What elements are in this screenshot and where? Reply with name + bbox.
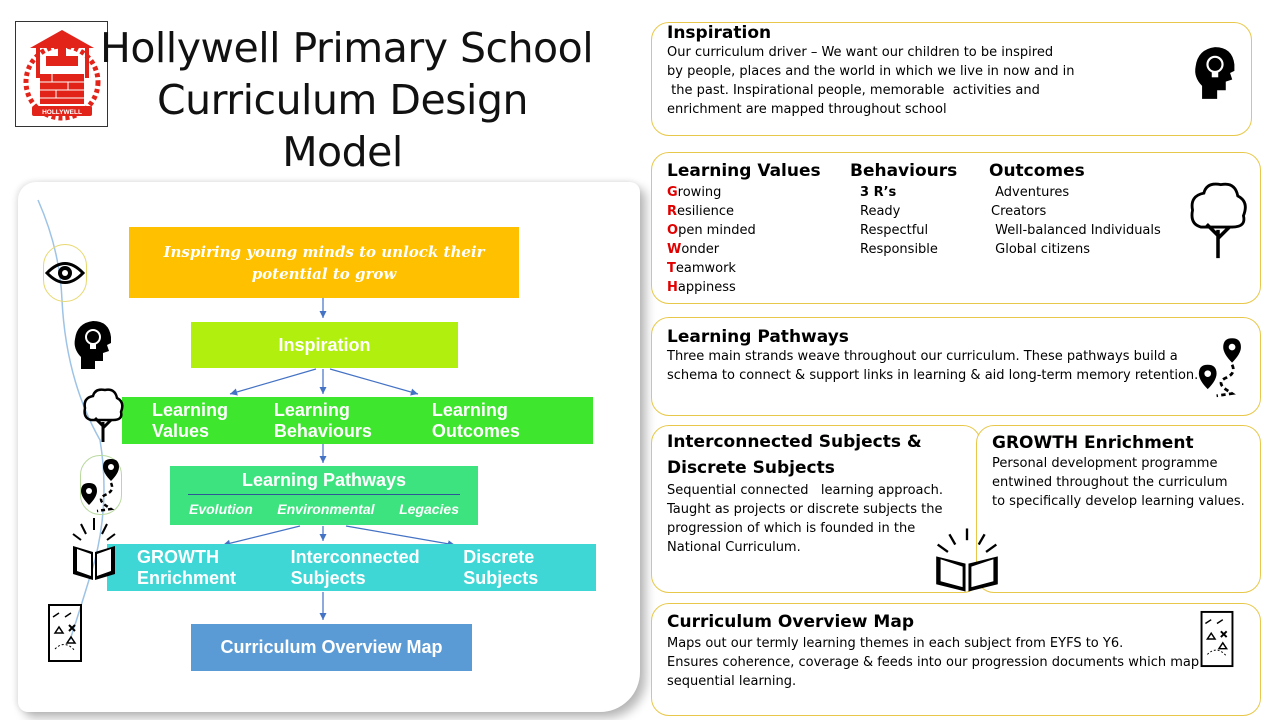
behaviour-item: Responsible bbox=[860, 242, 938, 257]
card-growth-line-3: to specifically develop learning values. bbox=[992, 494, 1245, 509]
node-growth-row bbox=[107, 544, 596, 591]
strand-legacies: Legacies bbox=[399, 501, 459, 517]
card-growth-enrichment bbox=[976, 425, 1261, 593]
card-map-title: Curriculum Overview Map bbox=[667, 612, 914, 632]
node-learning-values: Learning Values bbox=[152, 399, 229, 441]
node-discrete-subjects: Discrete Subjects bbox=[463, 546, 539, 588]
card-inspiration-line-2: by people, places and the world in which we live in now and in bbox=[667, 64, 1075, 79]
card-values-behaviours-outcomes bbox=[651, 152, 1261, 304]
card-pathways-title: Learning Pathways bbox=[667, 327, 849, 347]
node-inspiring-young-minds: Inspiring young minds to unlock their potential to grow bbox=[129, 227, 519, 298]
title-line-2: Curriculum Design bbox=[157, 76, 528, 124]
title-line-3: Model bbox=[282, 128, 403, 176]
card-inspiration bbox=[651, 22, 1252, 136]
pathways-strands bbox=[189, 501, 459, 517]
behaviour-item: Respectful bbox=[860, 223, 929, 238]
node-learning-behaviours: Learning Behaviours bbox=[273, 399, 372, 441]
node-values-row bbox=[122, 397, 593, 444]
outcome-item: Well-balanced Individuals bbox=[991, 223, 1161, 238]
title-line-1: Hollywell Primary School bbox=[100, 24, 594, 72]
card-subjects-line-4: National Curriculum. bbox=[667, 540, 801, 555]
card-growth-line-1: Personal development programme bbox=[992, 456, 1218, 471]
node-interconnected-subjects: Interconnected Subjects bbox=[290, 546, 420, 588]
value-item: Growing bbox=[667, 185, 722, 200]
card-learning-pathways bbox=[651, 317, 1261, 416]
value-item: Happiness bbox=[667, 280, 736, 295]
card-growth-title: GROWTH Enrichment bbox=[992, 433, 1194, 453]
tree-icon bbox=[80, 385, 126, 445]
card-subjects-title-2: Discrete Subjects bbox=[667, 458, 835, 478]
route-pins-icon bbox=[80, 455, 122, 515]
outcomes-title: Outcomes bbox=[989, 161, 1085, 181]
value-item: Resilience bbox=[667, 204, 735, 219]
logo-text: HOLLYWELL bbox=[42, 109, 82, 116]
eye-icon bbox=[43, 244, 87, 302]
open-book-icon bbox=[930, 527, 1004, 598]
node-growth-enrichment: GROWTH Enrichment bbox=[137, 546, 237, 588]
card-map-line-1: Maps out our termly learning themes in each subject from EYFS to Y6. bbox=[667, 636, 1124, 651]
page-title bbox=[100, 22, 594, 178]
school-logo bbox=[15, 21, 108, 127]
card-subjects-line-1: Sequential connected learning approach. bbox=[667, 483, 944, 498]
card-curriculum-overview-map bbox=[651, 603, 1261, 716]
node-curriculum-overview-map: Curriculum Overview Map bbox=[191, 624, 472, 671]
head-bulb-icon bbox=[1192, 45, 1238, 106]
outcome-item: Creators bbox=[991, 204, 1047, 219]
card-inspiration-line-1: Our curriculum driver – We want our children to be inspired bbox=[667, 45, 1054, 60]
behaviour-item: Ready bbox=[860, 204, 901, 219]
value-item: Teamwork bbox=[667, 261, 736, 276]
behaviours-heading: 3 R’s bbox=[860, 185, 897, 200]
value-item: Open minded bbox=[667, 223, 756, 238]
strand-environmental: Environmental bbox=[277, 501, 375, 517]
treasure-map-icon bbox=[45, 602, 85, 664]
head-bulb-icon bbox=[72, 315, 114, 375]
node-inspiration: Inspiration bbox=[191, 322, 458, 368]
card-subjects-title-1: Interconnected Subjects & bbox=[667, 432, 922, 452]
treasure-map-icon bbox=[1189, 610, 1245, 673]
node-learning-outcomes: Learning Outcomes bbox=[431, 399, 520, 441]
behaviours-title: Behaviours bbox=[850, 161, 958, 181]
card-subjects-line-3: progression of which is founded in the bbox=[667, 521, 916, 536]
card-pathways-line-2: schema to connect & support links in learning & aid long-term memory retention. bbox=[667, 368, 1199, 383]
open-book-icon bbox=[68, 515, 120, 587]
values-title: Learning Values bbox=[667, 161, 821, 181]
card-map-line-2: Ensures coherence, coverage & feeds into our progression documents which map bbox=[667, 655, 1200, 670]
pathways-divider bbox=[188, 494, 460, 495]
card-inspiration-line-4: enrichment are mapped throughout school bbox=[667, 102, 947, 117]
strand-evolution: Evolution bbox=[189, 501, 253, 517]
card-growth-line-2: entwined throughout the curriculum bbox=[992, 475, 1228, 490]
tree-icon bbox=[1186, 179, 1250, 266]
node-learning-pathways bbox=[170, 466, 478, 525]
route-pins-icon bbox=[1197, 336, 1245, 403]
behaviours-column bbox=[850, 161, 957, 259]
card-subjects-line-2: Taught as projects or discrete subjects the bbox=[667, 502, 943, 517]
values-column bbox=[667, 161, 821, 297]
card-inspiration-title: Inspiration bbox=[667, 23, 772, 43]
outcomes-column bbox=[989, 161, 1161, 259]
card-map-line-3: sequential learning. bbox=[667, 674, 797, 689]
card-inspiration-line-3: the past. Inspirational people, memorable activities and bbox=[667, 83, 1040, 98]
outcome-item: Adventures bbox=[991, 185, 1070, 200]
pathways-title: Learning Pathways bbox=[241, 470, 407, 490]
value-item: Wonder bbox=[667, 242, 720, 257]
card-pathways-line-1: Three main strands weave throughout our curriculum. These pathways build a bbox=[667, 349, 1178, 364]
outcome-item: Global citizens bbox=[991, 242, 1091, 257]
